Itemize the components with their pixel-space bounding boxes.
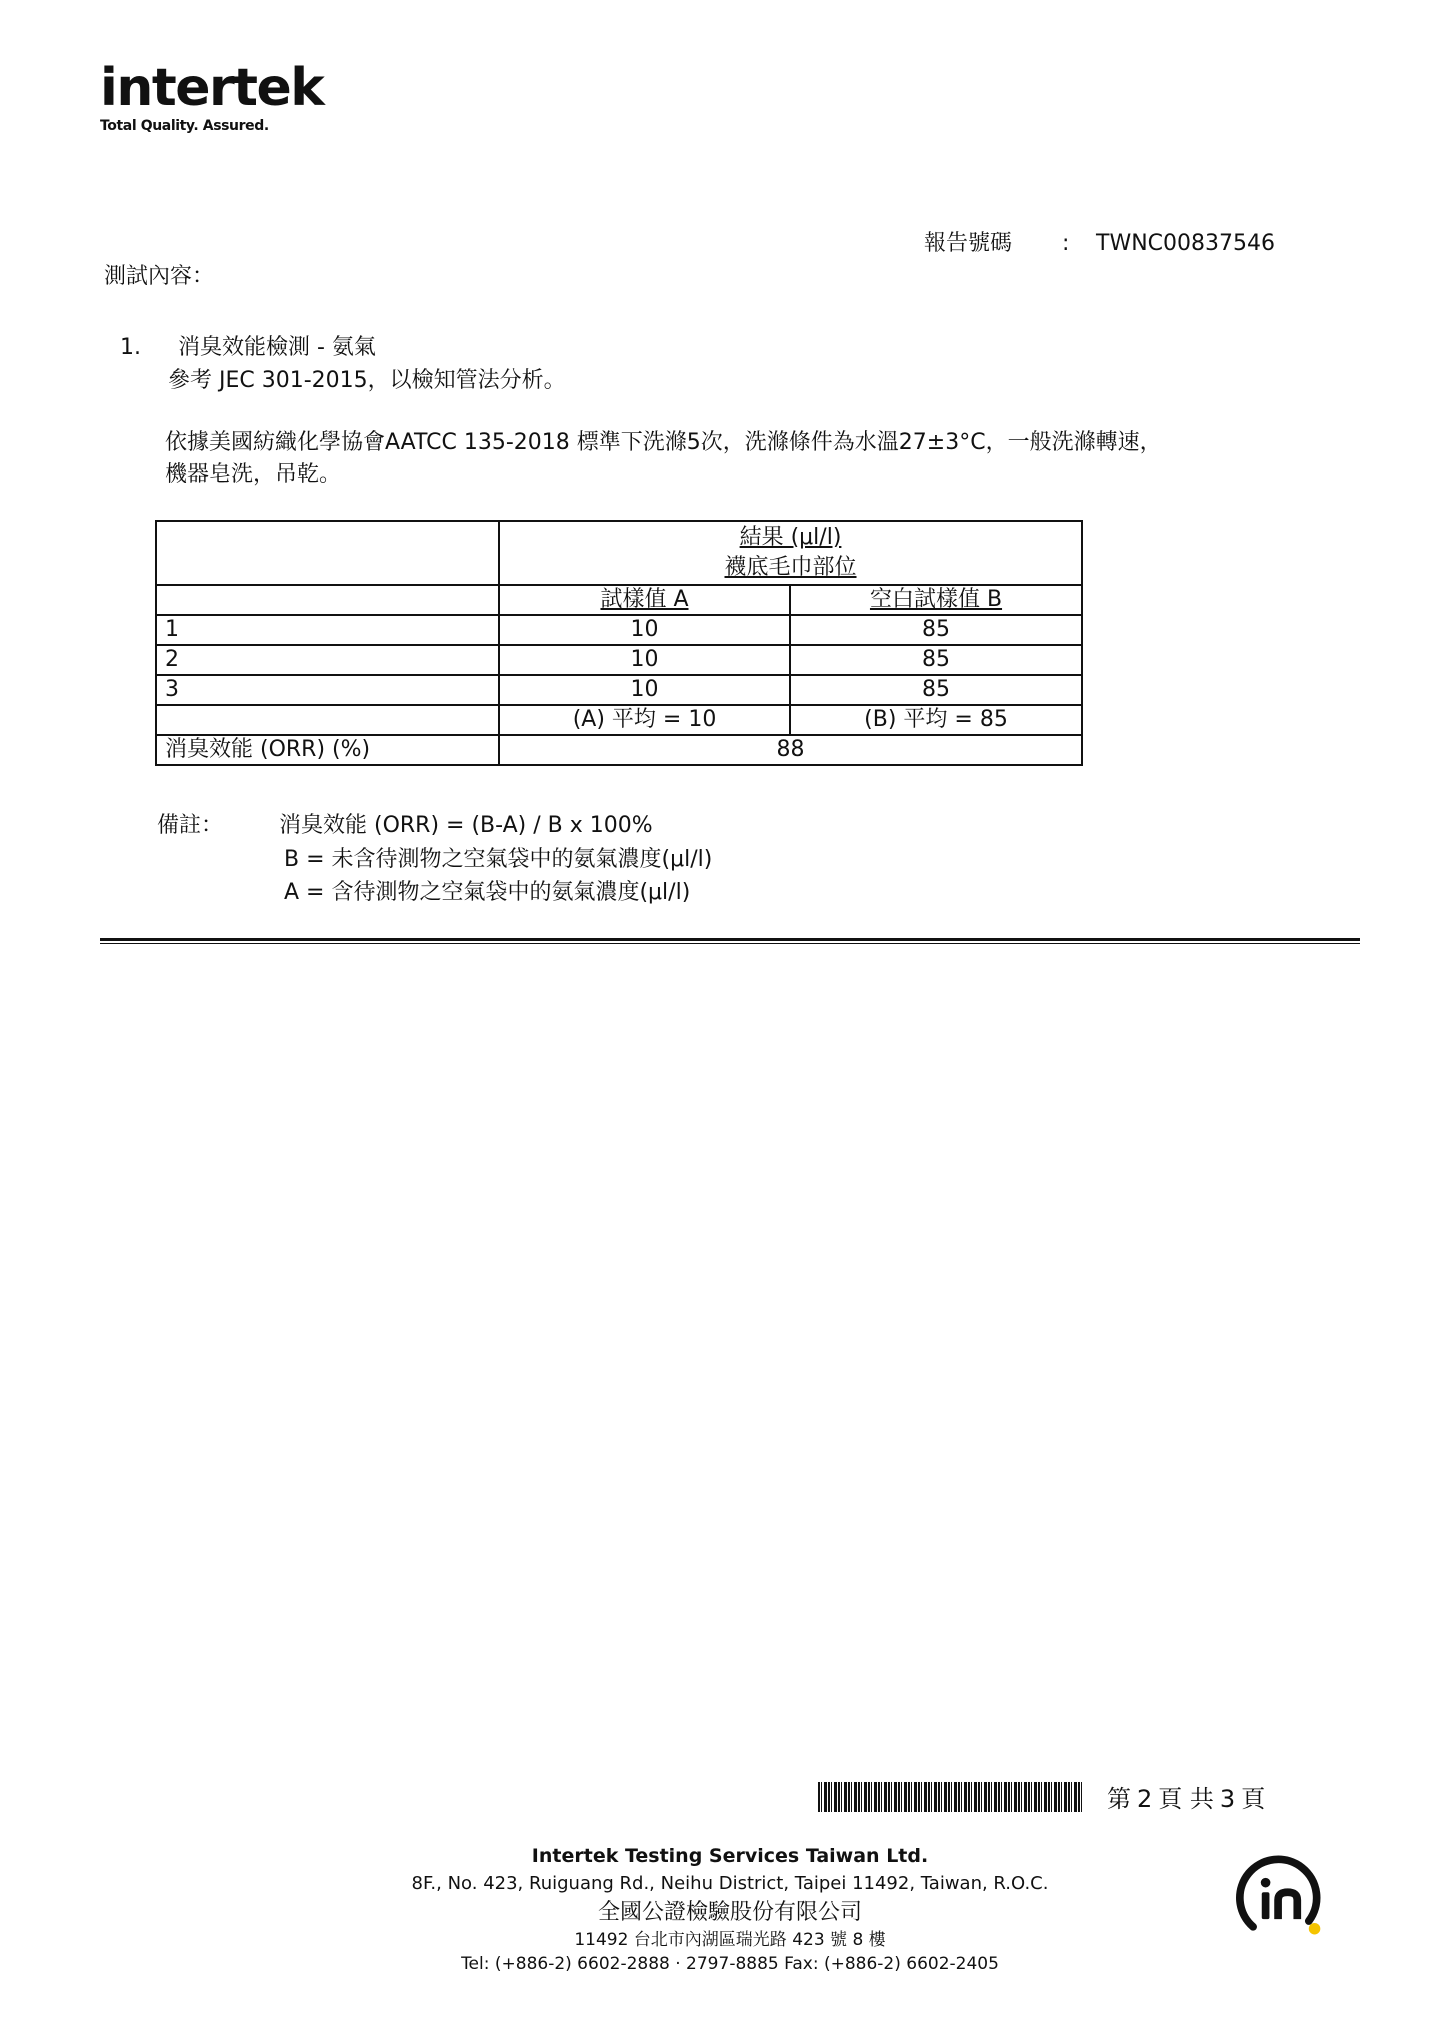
footer-company-en: Intertek Testing Services Taiwan Ltd.	[531, 1845, 929, 1867]
table-row	[156, 645, 1082, 675]
row-value-b: 85	[790, 615, 1082, 645]
row-value-b: 85	[790, 675, 1082, 705]
notes-a-definition: A = 含待測物之空氣袋中的氨氣濃度(μl/l)	[284, 880, 691, 905]
orr-value: 88	[499, 735, 1082, 765]
row-value-a: 10	[499, 675, 790, 705]
results-table	[155, 520, 1083, 766]
orr-label: 消臭效能 (ORR) (%)	[156, 735, 499, 765]
table-orr-row	[156, 735, 1082, 765]
page-suffix: 頁	[1241, 1785, 1266, 1813]
col-sample-a-header: 試樣值 A	[499, 585, 790, 615]
row-label: 1	[156, 615, 499, 645]
col-blank-b-header: 空白試樣值 B	[790, 585, 1082, 615]
washing-condition-line-2: 機器皂洗，吊乾。	[165, 462, 342, 487]
item-title: 消臭效能檢測 - 氨氣	[178, 335, 376, 360]
table-row	[156, 675, 1082, 705]
table-corner-cell	[156, 521, 499, 585]
notes-b-definition: B = 未含待測物之空氣袋中的氨氣濃度(μl/l)	[284, 847, 713, 872]
row-value-b: 85	[790, 645, 1082, 675]
page-prefix: 第	[1107, 1785, 1131, 1813]
footer-address-zh: 11492 台北市內湖區瑞光路 423 號 8 樓	[574, 1930, 886, 1950]
report-number-label: 報告號碼	[924, 231, 1013, 256]
washing-condition-line-1: 依據美國紡織化學協會AATCC 135-2018 標準下洗滌5次，洗滌條件為水溫27±3°C，一般洗滌轉速，	[165, 430, 1162, 455]
intertek-logo	[100, 58, 324, 134]
table-result-header	[499, 521, 1082, 585]
section-title: 測試內容：	[104, 264, 215, 289]
footer-address-en: 8F., No. 423, Ruiguang Rd., Neihu District, Taipei 11492, Taiwan, R.O.C.	[411, 1873, 1049, 1894]
row-value-a: 10	[499, 645, 790, 675]
section-divider	[100, 938, 1360, 941]
footer-contact: Tel: (+886-2) 6602-2888 · 2797-8885 Fax: (+886-2) 6602-2405	[461, 1954, 999, 1974]
logo-wordmark: intertek	[100, 58, 324, 118]
section-divider-thin	[100, 943, 1360, 944]
table-average-row	[156, 705, 1082, 735]
table-column-header-row	[156, 585, 1082, 615]
page-middle: 頁 共	[1158, 1785, 1214, 1813]
report-number-colon: :	[1062, 231, 1070, 256]
notes-label: 備註：	[157, 813, 224, 838]
page-total: 3	[1219, 1785, 1236, 1813]
footer	[300, 1842, 1160, 1976]
item-number: 1.	[120, 335, 141, 360]
table-empty-cell	[156, 585, 499, 615]
item-reference: 參考 JEC 301-2015，以檢知管法分析。	[168, 368, 566, 393]
intertek-mark-icon	[1232, 1850, 1328, 1946]
row-label: 3	[156, 675, 499, 705]
report-number-value: TWNC00837546	[1096, 231, 1275, 256]
sample-part-header: 襪底毛巾部位	[724, 555, 857, 580]
table-header-row	[156, 521, 1082, 585]
row-value-a: 10	[499, 615, 790, 645]
table-empty-cell	[156, 705, 499, 735]
average-a: (A) 平均 = 10	[499, 705, 790, 735]
average-b: (B) 平均 = 85	[790, 705, 1082, 735]
row-label: 2	[156, 645, 499, 675]
barcode	[818, 1782, 1084, 1812]
page-current: 2	[1137, 1785, 1153, 1813]
result-unit-header: 結果 (μl/l)	[739, 525, 842, 550]
table-row	[156, 615, 1082, 645]
page-number	[1104, 1784, 1268, 1814]
logo-tagline: Total Quality. Assured.	[100, 118, 269, 134]
notes-formula: 消臭效能 (ORR) = (B-A) / B x 100%	[279, 813, 653, 838]
footer-company-zh: 全國公證檢驗股份有限公司	[597, 1900, 862, 1925]
